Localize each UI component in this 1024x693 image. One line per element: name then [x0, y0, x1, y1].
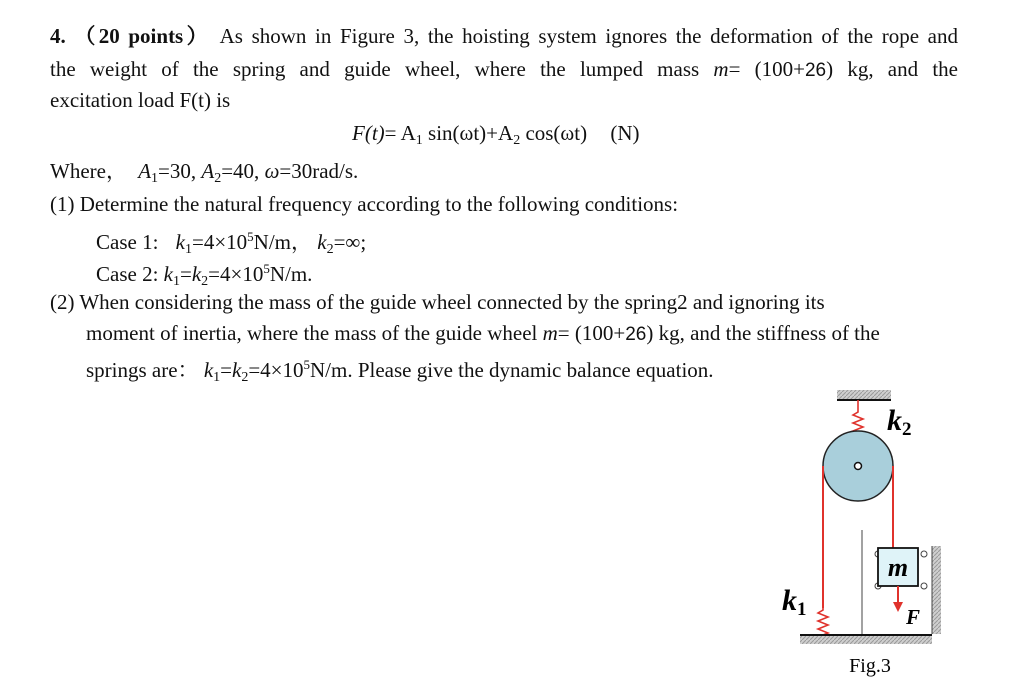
- case1-k2-value: =∞;: [333, 230, 367, 254]
- case2-eq: =: [179, 262, 192, 286]
- case1-k1-value: =4×10: [191, 230, 248, 254]
- case2-label: Case 2:: [96, 262, 159, 286]
- part2-exp: 5: [303, 357, 310, 372]
- case1-k2: k: [317, 230, 327, 254]
- roller-3: [921, 551, 927, 557]
- mass-variable: m: [713, 57, 729, 81]
- a1-symbol: A: [138, 159, 152, 183]
- formula-rhs-2: sin(ωt)+A: [428, 121, 514, 145]
- problem-number: 4.: [50, 24, 66, 48]
- case1-k1-sub: 1: [184, 242, 192, 257]
- intro-line-2: [50, 57, 958, 83]
- problem-points: （20 points）: [74, 24, 211, 48]
- case1-k1-exp: 5: [247, 229, 254, 244]
- intro-line-3: [50, 88, 230, 112]
- k1-label: k1: [782, 584, 807, 620]
- part2-k1: k: [203, 358, 214, 382]
- formula-rhs-1: = A: [384, 121, 416, 145]
- case2-exp: 5: [263, 261, 270, 276]
- part2-k2: k: [231, 358, 242, 382]
- mass-label: m: [887, 553, 909, 582]
- a1-value: =30,: [158, 159, 197, 183]
- part2-text-3a: springs are：: [86, 358, 199, 382]
- wheel-mass-variable: m: [542, 321, 558, 345]
- case2-k1: k: [163, 262, 173, 286]
- case2-k2: k: [191, 262, 202, 286]
- floor-hatch: [800, 636, 932, 644]
- formula-rhs-3: cos(ωt): [525, 121, 588, 145]
- formula-sub-2: 2: [513, 133, 521, 148]
- formula-lhs: F(t): [352, 121, 385, 145]
- intro-line-1: [50, 24, 958, 48]
- a2-symbol: A: [201, 159, 215, 183]
- part2-eq: =: [220, 358, 232, 382]
- case1-k1: k: [175, 230, 185, 254]
- force-label: F: [906, 605, 921, 629]
- roller-4: [921, 583, 927, 589]
- part2-text-2b: ) kg, and the stiffness of the: [646, 321, 880, 345]
- wheel-mass-number: 26: [625, 324, 647, 345]
- part2-line-2: [86, 321, 880, 347]
- k2-label: k2: [887, 404, 912, 440]
- intro-text-2a: the weight of the spring and guide wheel, where the lumped mass: [50, 57, 700, 81]
- right-guide-hatch: [932, 546, 941, 634]
- part1-text: (1) Determine the natural frequency according to the following conditions:: [50, 192, 679, 216]
- case1-label: Case 1:: [96, 230, 159, 254]
- case2-line: [96, 257, 312, 294]
- case2-k1-sub: 1: [172, 274, 180, 289]
- case1-k2-sub: 2: [326, 242, 334, 257]
- wheel-mass-eq: = (100+: [557, 321, 626, 345]
- intro-text-1: As shown in Figure 3, the hoisting system ignores the deformation of the rope and: [219, 24, 958, 48]
- part2-line-1: [50, 290, 825, 314]
- formula-unit: (N): [610, 121, 640, 145]
- part1-text-line: [50, 192, 678, 216]
- a2-sub: 2: [214, 171, 222, 186]
- where-label: Where，: [50, 159, 127, 183]
- wheel-axle: [855, 463, 862, 470]
- part2-text-2a: moment of inertia, where the mass of the guide wheel: [86, 321, 538, 345]
- part2-k1-sub: 1: [213, 370, 221, 385]
- where-line: [50, 159, 358, 191]
- case2-k2-sub: 2: [201, 274, 209, 289]
- force-arrow-head: [893, 602, 903, 612]
- excitation-formula: [352, 121, 639, 153]
- formula-sub-1: 1: [415, 133, 423, 148]
- mass-eq: = (100+: [728, 57, 805, 81]
- case2-value: =4×10: [208, 262, 264, 286]
- ceiling-hatch: [837, 390, 891, 400]
- part2-text-3b: N/m. Please give the dynamic balance equation.: [310, 358, 714, 382]
- case2-unit: N/m.: [269, 262, 313, 286]
- omega-value: =30rad/s.: [279, 159, 359, 183]
- intro-text-3: excitation load F(t) is: [50, 88, 231, 112]
- part2-text-1: (2) When considering the mass of the guide wheel connected by the spring2 and ignoring its: [50, 290, 825, 314]
- part2-k2-sub: 2: [241, 370, 249, 385]
- hoisting-system-figure: [770, 388, 950, 683]
- a2-value: =40,: [221, 159, 260, 183]
- part2-value: =4×10: [248, 358, 304, 382]
- case1-k1-unit: N/m，: [253, 230, 313, 254]
- spring-k1: [818, 608, 828, 635]
- mass-number: 26: [804, 60, 827, 81]
- a1-sub: 1: [151, 171, 159, 186]
- intro-text-2b: ) kg, and the: [826, 57, 958, 81]
- figure-caption: Fig.3: [849, 655, 891, 677]
- omega-symbol: ω: [264, 159, 280, 183]
- part2-line-3: [86, 353, 714, 390]
